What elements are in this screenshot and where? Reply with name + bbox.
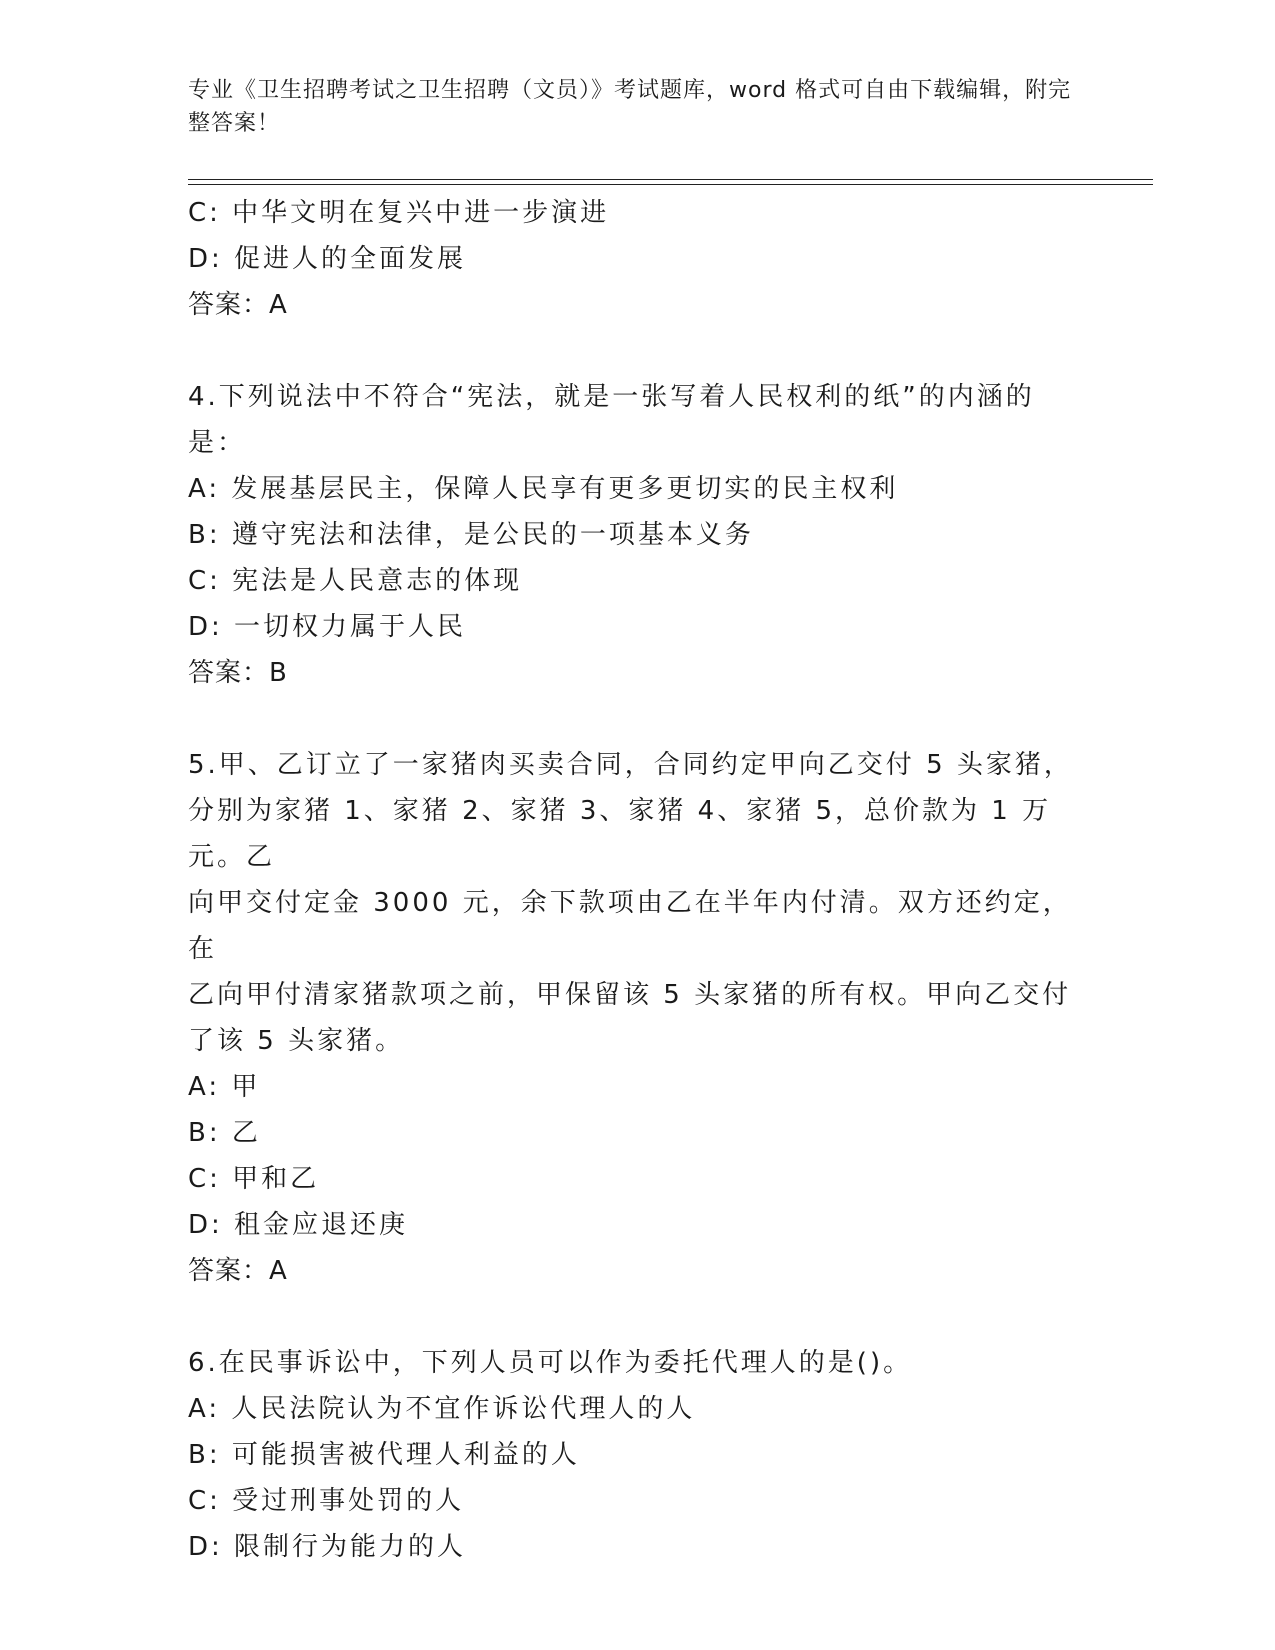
question-stem-line: 了该 5 头家猪。	[188, 1026, 405, 1056]
option-c: C: 宪法是人民意志的体现	[188, 566, 523, 596]
spacer	[188, 1294, 1088, 1340]
document-header: 专业《卫生招聘考试之卫生招聘（文员）》考试题库，word 格式可自由下载编辑，附完整答案！	[188, 78, 1072, 136]
answer-label: 答案：A	[188, 290, 288, 320]
option-a: A: 发展基层民主，保障人民享有更多更切实的民主权利	[188, 474, 899, 504]
option-c: C: 甲和乙	[188, 1164, 320, 1194]
question-6	[188, 1340, 1088, 1570]
option-d: D: 限制行为能力的人	[188, 1532, 467, 1562]
option-d: D: 租金应退还庚	[188, 1210, 409, 1240]
header-rule-bottom	[188, 184, 1153, 185]
option-b: B: 乙	[188, 1118, 261, 1148]
option-c: C: 受过刑事处罚的人	[188, 1486, 465, 1516]
answer-label: 答案：A	[188, 1256, 288, 1286]
question-stem-line: 5.甲、乙订立了一家猪肉买卖合同，合同约定甲向乙交付 5 头家猪，	[188, 750, 1073, 780]
question-stem-line: 6.在民事诉讼中，下列人员可以作为委托代理人的是()。	[188, 1348, 913, 1378]
option-b: B: 可能损害被代理人利益的人	[188, 1440, 580, 1470]
question-3-tail	[188, 190, 1088, 328]
option-d: D: 促进人的全面发展	[188, 244, 467, 274]
option-b: B: 遵守宪法和法律，是公民的一项基本义务	[188, 520, 754, 550]
spacer	[188, 696, 1088, 742]
question-stem-line: 分别为家猪 1、家猪 2、家猪 3、家猪 4、家猪 5，总价款为 1 万元。乙	[188, 796, 1052, 872]
option-a: A: 人民法院认为不宜作诉讼代理人的人	[188, 1394, 696, 1424]
question-stem-line: 是：	[188, 428, 247, 458]
option-c: C: 中华文明在复兴中进一步演进	[188, 198, 610, 228]
question-list	[188, 190, 1088, 1570]
question-stem-line: 4.下列说法中不符合“宪法，就是一张写着人民权利的纸”的内涵的	[188, 382, 1035, 412]
question-stem-line: 向甲交付定金 3000 元，余下款项由乙在半年内付清。双方还约定，在	[188, 888, 1072, 964]
question-5	[188, 742, 1088, 1294]
option-d: D: 一切权力属于人民	[188, 612, 467, 642]
question-stem-line: 乙向甲付清家猪款项之前，甲保留该 5 头家猪的所有权。甲向乙交付	[188, 980, 1072, 1010]
spacer	[188, 328, 1088, 374]
question-4	[188, 374, 1088, 696]
header-rule-top	[188, 179, 1153, 180]
option-a: A: 甲	[188, 1072, 261, 1102]
answer-label: 答案：B	[188, 658, 288, 688]
